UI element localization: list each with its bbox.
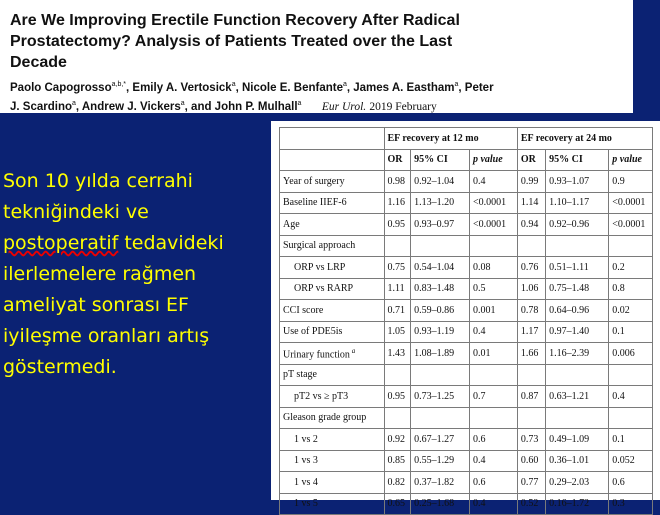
journal-year: 2019 February [369,100,437,113]
table-cell: 0.75–1.48 [546,278,609,300]
table-cell: 0.052 [609,450,653,472]
table-cell: 0.65 [384,493,411,515]
title-line: Decade [10,54,67,71]
table-cell: 0.01 [469,343,517,365]
author-affil: a [180,99,185,107]
table-sub-header-row [280,149,653,171]
table-cell: 1.17 [517,321,545,343]
table-cell [469,235,517,257]
table-row [280,257,653,279]
table-cell: 0.6 [609,472,653,494]
row-label: pT stage [280,364,385,386]
author-text: J. Scardino [10,100,72,113]
table-cell: 0.95 [384,386,411,408]
table-cell: 1.06 [517,278,545,300]
table-cell: 0.006 [609,343,653,365]
row-label: Year of surgery [280,171,385,193]
table-cell: 0.1 [609,321,653,343]
table-cell: 1.13–1.20 [411,192,470,214]
table-cell [469,407,517,429]
table-row [280,493,653,515]
table-cell: <0.0001 [609,192,653,214]
table-cell: 1.10–1.17 [546,192,609,214]
row-label: CCI score [280,300,385,322]
table-cell: 0.87 [517,386,545,408]
author-text: Paolo Capogrosso [10,81,112,94]
table-cell: 0.4 [469,493,517,515]
author-text: , Nicole E. Benfante [235,81,343,94]
table-cell: 0.6 [469,472,517,494]
table-cell: 1.08–1.89 [411,343,470,365]
table-row [280,472,653,494]
title-line: Prostatectomy? Analysis of Patients Treated over the Last [10,33,453,50]
author-affil: a [72,99,76,107]
table-sub-header: p value [609,149,653,171]
table-sub-header: 95% CI [546,149,609,171]
table-cell [609,407,653,429]
title-line: Are We Improving Erectile Function Recovery After Radical [10,12,460,29]
row-label: Gleason grade group [280,407,385,429]
table-cell: 0.54–1.04 [411,257,470,279]
row-label: pT2 vs ≥ pT3 [280,386,385,408]
journal-ref: Eur Urol. [321,100,367,113]
table-cell [609,235,653,257]
summary-line: tekniğindeki ve [3,201,149,223]
table-cell: 0.97–1.40 [546,321,609,343]
article-title [10,10,633,73]
table-cell: 0.3 [609,493,653,515]
table-cell: 1.14 [517,192,545,214]
table-cell: 0.36–1.01 [546,450,609,472]
table-cell: 0.02 [609,300,653,322]
table-cell: <0.0001 [469,214,517,236]
table-cell: 0.4 [469,171,517,193]
table-cell: 0.001 [469,300,517,322]
table-sub-header: OR [384,149,411,171]
table-cell [546,235,609,257]
table-cell: 0.71 [384,300,411,322]
table-corner-cell [280,128,385,150]
table-cell: 1.11 [384,278,411,300]
table-cell [411,235,470,257]
author-affil: a [454,81,459,88]
table-cell: 0.37–1.82 [411,472,470,494]
row-label: Surgical approach [280,235,385,257]
results-table [279,127,653,515]
row-label: Baseline IIEF-6 [280,192,385,214]
row-label: 1 vs 5 [280,493,385,515]
table-cell: 0.63–1.21 [546,386,609,408]
table-cell: 1.16–2.39 [546,343,609,365]
table-body [280,171,653,515]
table-cell: 0.78 [517,300,545,322]
table-cell: 0.5 [469,278,517,300]
table-cell [517,407,545,429]
table-cell [384,364,411,386]
table-row [280,300,653,322]
author-line [10,96,633,115]
table-row [280,192,653,214]
table-cell: 0.64–0.96 [546,300,609,322]
row-label: 1 vs 3 [280,450,385,472]
table-cell: 0.08 [469,257,517,279]
row-label: Urinary function $^a$ [280,343,385,365]
author-text: , and John P. Mulhall [184,100,298,113]
table-sub-header: 95% CI [411,149,470,171]
table-cell: 0.25–1.68 [411,493,470,515]
table-section-row [280,235,653,257]
table-cell [411,407,470,429]
table-cell [546,364,609,386]
table-cell [411,364,470,386]
table-cell: 0.94 [517,214,545,236]
table-cell [546,407,609,429]
table-cell: 0.1 [609,429,653,451]
table-sub-header: OR [517,149,545,171]
summary-text-rest: tedavideki [118,232,224,254]
table-cell [384,407,411,429]
table-row [280,429,653,451]
table-cell: 1.16 [384,192,411,214]
table-cell [384,235,411,257]
table-cell: 0.16–1.72 [546,493,609,515]
author-text: , Andrew J. Vickers [75,100,181,113]
table-cell: 0.55–1.29 [411,450,470,472]
author-list [10,77,633,115]
table-cell: 0.4 [469,450,517,472]
table-cell: 0.98 [384,171,411,193]
row-label: 1 vs 2 [280,429,385,451]
table-cell: 0.49–1.09 [546,429,609,451]
table-row [280,343,653,365]
table-row [280,386,653,408]
table-cell: 0.77 [517,472,545,494]
author-text: , Emily A. Vertosick [126,81,232,94]
results-table-panel [271,121,660,510]
author-affil: a [231,81,236,88]
row-label: Use of PDE5is [280,321,385,343]
table-cell: 0.82 [384,472,411,494]
table-cell: 0.75 [384,257,411,279]
summary-line: ameliyat sonrası EF [3,294,189,316]
table-cell: 0.7 [469,386,517,408]
summary-line: ilerlemelere rağmen [3,263,197,285]
table-sub-header: p value [469,149,517,171]
table-cell: 0.92–1.04 [411,171,470,193]
table-group-header: EF recovery at 12 mo [384,128,517,150]
table-section-row [280,364,653,386]
table-cell: <0.0001 [469,192,517,214]
row-label: 1 vs 4 [280,472,385,494]
article-header [0,0,633,113]
table-row [280,214,653,236]
table-section-row [280,407,653,429]
table-cell [609,364,653,386]
table-row [280,321,653,343]
table-cell: 1.66 [517,343,545,365]
table-cell: 0.4 [469,321,517,343]
author-affil: a,b,* [111,81,127,88]
author-affil: a [342,81,347,88]
row-label: ORP vs RARP [280,278,385,300]
table-cell [517,364,545,386]
table-cell: 0.9 [609,171,653,193]
author-text: , James A. Eastham [346,81,455,94]
table-cell [517,235,545,257]
table-cell: 0.93–0.97 [411,214,470,236]
table-row [280,450,653,472]
summary-text [3,166,265,383]
table-cell: 0.59–0.86 [411,300,470,322]
table-cell: 1.05 [384,321,411,343]
table-cell: 0.73 [517,429,545,451]
summary-underlined-word: postoperatif [3,232,119,254]
table-cell: 0.93–1.19 [411,321,470,343]
table-cell: 0.93–1.07 [546,171,609,193]
table-row [280,171,653,193]
table-cell: 0.95 [384,214,411,236]
table-cell: 0.92–0.96 [546,214,609,236]
row-label: Age [280,214,385,236]
table-cell: 0.67–1.27 [411,429,470,451]
author-line [10,77,633,96]
table-cell: 0.6 [469,429,517,451]
table-cell: 0.92 [384,429,411,451]
summary-line [3,228,265,259]
table-cell: 1.43 [384,343,411,365]
author-affil: a [297,99,302,107]
table-cell: 0.60 [517,450,545,472]
summary-line: Son 10 yılda cerrahi [3,170,193,192]
author-text: , Peter [458,81,494,94]
table-corner-cell [280,149,385,171]
table-cell: 0.2 [609,257,653,279]
table-cell: 0.4 [609,386,653,408]
row-label: ORP vs LRP [280,257,385,279]
table-row [280,278,653,300]
table-cell: 0.99 [517,171,545,193]
row-label-footnote: a [349,346,356,355]
summary-line: göstermedi. [3,356,117,378]
table-cell [469,364,517,386]
table-cell: 0.76 [517,257,545,279]
table-cell: 0.8 [609,278,653,300]
table-cell: 0.73–1.25 [411,386,470,408]
table-cell: 0.83–1.48 [411,278,470,300]
table-cell: 0.85 [384,450,411,472]
summary-line: iyileşme oranları artış [3,325,210,347]
table-cell: 0.52 [517,493,545,515]
table-group-header-row [280,128,653,150]
table-group-header: EF recovery at 24 mo [517,128,652,150]
table-cell: 0.29–2.03 [546,472,609,494]
table-cell: <0.0001 [609,214,653,236]
table-cell: 0.51–1.11 [546,257,609,279]
